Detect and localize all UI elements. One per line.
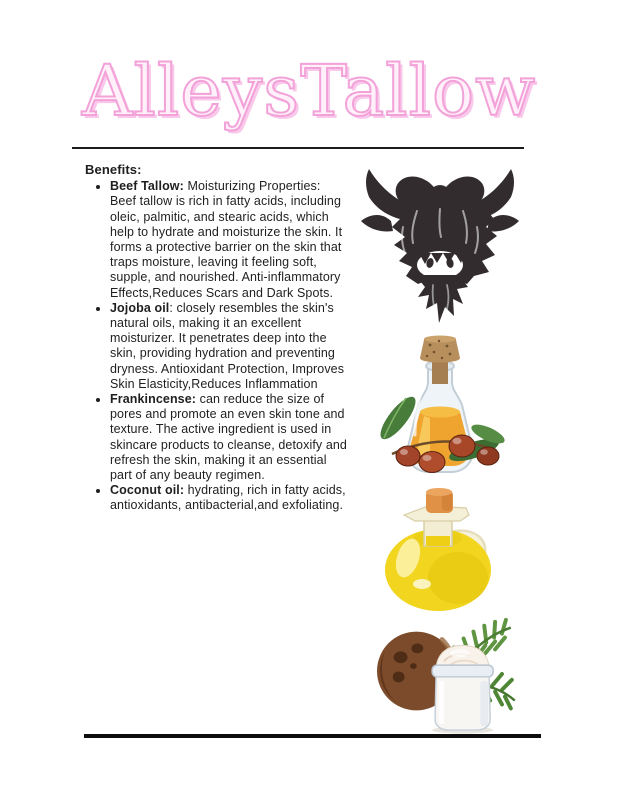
benefit-text: : closely resembles the skin's natural oils, making it an excellent moisturizer. It penetrates deep into the skin, providing hydration and preventing dryness. Antioxidant Protection, Improves Skin Elasticity,Reduces Inflammation bbox=[110, 300, 345, 391]
frankincense-oil-illustration bbox=[370, 484, 512, 614]
frankincense-oil-icon bbox=[370, 484, 512, 614]
list-item-beef-tallow bbox=[110, 179, 347, 301]
coconut-oil-icon bbox=[360, 610, 518, 734]
benefit-term: Jojoba oil bbox=[110, 300, 170, 315]
bottom-divider bbox=[84, 734, 541, 738]
benefit-term: Coconut oil: bbox=[110, 483, 185, 498]
benefit-text: hydrating, rich in fatty acids, antioxidants, antibacterial,and exfoliating. bbox=[110, 483, 346, 513]
benefit-term: Beef Tallow: bbox=[110, 179, 184, 194]
benefits-list bbox=[85, 179, 347, 513]
list-item-jojoba-oil bbox=[110, 301, 347, 392]
benefit-text: Moisturizing Properties: Beef tallow is rich in fatty acids, including oleic, palmitic, and stearic acids, which help to hydrate and moisturize the skin. It forms a protective barrier on the skin that traps moisture, leaving it feeling soft, supple, and nourished. Anti-inflammatory Effects,Reduces Scars and Dark Spots. bbox=[110, 179, 343, 300]
benefit-text: can reduce the size of pores and promote an even skin tone and texture. The active ingredient is used in skincare products to cleanse, detoxify and refresh the skin, making it an essential part of any beauty regimen. bbox=[110, 392, 347, 483]
jojoba-oil-illustration bbox=[372, 332, 508, 478]
list-item-coconut-oil bbox=[110, 483, 347, 513]
coconut-oil-illustration bbox=[360, 610, 518, 734]
benefit-term: Frankincense: bbox=[110, 392, 197, 407]
benefits-heading: Benefits: bbox=[85, 162, 142, 177]
list-item-frankincense bbox=[110, 392, 347, 483]
page-title: AlleysTallow bbox=[81, 50, 537, 132]
highland-cow-illustration bbox=[352, 163, 528, 331]
top-divider bbox=[72, 147, 524, 149]
jojoba-oil-icon bbox=[372, 332, 508, 478]
highland-cow-icon bbox=[352, 163, 528, 331]
benefits-section bbox=[85, 162, 347, 514]
